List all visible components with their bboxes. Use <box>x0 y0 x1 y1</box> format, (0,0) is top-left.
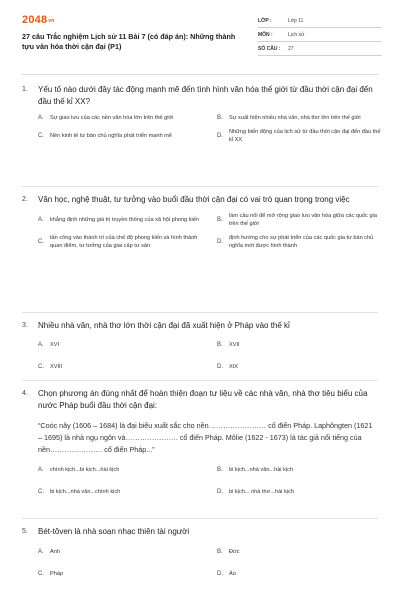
meta-label: MÔN : <box>258 31 273 38</box>
option-b[interactable] <box>217 466 392 474</box>
options-list <box>38 466 378 496</box>
question-divider <box>22 186 378 187</box>
option-text: định hướng cho sự phát triển của các quốc gia tư bản chủ nghĩa mới được hình thành <box>229 235 374 249</box>
quiz-meta <box>258 14 382 56</box>
option-letter: C. <box>38 489 44 495</box>
option-a[interactable] <box>38 114 213 122</box>
option-text: Áo <box>229 571 236 577</box>
option-letter: B. <box>217 217 223 223</box>
option-b[interactable] <box>217 212 392 228</box>
question-number: 5. <box>22 528 28 535</box>
option-text: tấn công vào thành trì của chế độ phong kiến và hình thành quan điểm, tư tưởng của giai cấp tư sản <box>50 235 198 249</box>
site-logo[interactable] <box>22 14 55 26</box>
question-3 <box>22 320 378 371</box>
option-b[interactable] <box>217 114 392 122</box>
option-text: Đức <box>229 549 240 555</box>
option-letter: C. <box>38 239 44 245</box>
header-divider <box>22 74 378 75</box>
option-letter: B. <box>217 549 223 555</box>
question-stem <box>22 320 378 332</box>
meta-value: 27 <box>288 45 294 52</box>
option-a[interactable] <box>38 548 213 556</box>
logo-suffix: vn <box>48 18 55 24</box>
question-divider <box>22 312 378 313</box>
option-text: làm cầu nối để mở rộng giao lưu văn hóa giữa các quốc gia trên thế giới <box>229 213 377 227</box>
option-letter: C. <box>38 364 44 370</box>
question-text: Bét-tôven là nhà soạn nhạc thiên tài người <box>38 527 190 536</box>
question-divider <box>22 518 378 519</box>
option-letter: A. <box>38 467 44 473</box>
options-list <box>38 341 378 371</box>
option-text: Sự giao lưu của các nền văn hóa lớn trên thế giới <box>50 115 174 121</box>
option-text: Pháp <box>50 571 64 577</box>
option-text: bi kịch... nhà thơ...hài kịch <box>229 489 294 495</box>
option-d[interactable] <box>217 488 392 496</box>
meta-label: LỚP : <box>258 17 272 24</box>
option-b[interactable] <box>217 548 392 556</box>
option-a[interactable] <box>38 212 213 228</box>
option-c[interactable] <box>38 570 213 578</box>
logo-text: 2048 <box>22 14 48 26</box>
option-text: khẳng định những giá trị truyền thống của xã hội phong kiến <box>50 217 199 223</box>
option-letter: B. <box>217 467 223 473</box>
option-c[interactable] <box>38 363 213 371</box>
question-4 <box>22 388 378 496</box>
meta-row-class <box>258 14 382 28</box>
option-b[interactable] <box>217 341 392 349</box>
question-number: 3. <box>22 322 28 329</box>
option-d[interactable] <box>217 570 392 578</box>
question-1 <box>22 84 381 144</box>
option-text: Những biến động của lịch sử từ đầu thời cận đại đến đầu thế kỉ XX <box>229 129 381 143</box>
option-letter: D. <box>217 364 223 370</box>
option-letter: B. <box>217 342 223 348</box>
option-letter: D. <box>217 571 223 577</box>
option-a[interactable] <box>38 341 213 349</box>
page-title: 27 câu Trắc nghiệm Lịch sử 11 Bài 7 (có đáp án): Những thành tựu văn hóa thời cận đại (P1) <box>22 32 236 51</box>
option-letter: D. <box>217 489 223 495</box>
option-letter: B. <box>217 115 223 121</box>
option-text: XVIII <box>50 364 63 370</box>
options-list <box>38 548 378 578</box>
option-text: chính kịch...bi kịch...hài kịch <box>50 467 120 473</box>
question-2 <box>22 194 378 250</box>
meta-value: Lớp 11 <box>288 17 304 24</box>
meta-row-count <box>258 42 382 56</box>
option-text: XVI <box>50 342 60 348</box>
option-text: Nền kinh tế tư bản chủ nghĩa phát triển mạnh mẽ <box>50 133 172 139</box>
meta-value: Lịch sử <box>288 31 305 38</box>
option-letter: D. <box>217 133 223 139</box>
option-letter: A. <box>38 549 44 555</box>
question-text: Yếu tố nào dưới đây tác động mạnh mẽ đến tình hình văn hóa thế giới từ đầu thời cận đại đến đầu thế kỉ XX? <box>38 85 373 106</box>
meta-label: SỐ CÂU : <box>258 45 281 52</box>
question-stem <box>22 84 378 108</box>
question-stem <box>22 194 378 206</box>
meta-row-subject <box>258 28 382 42</box>
option-d[interactable] <box>217 363 392 371</box>
option-d[interactable] <box>217 128 392 144</box>
option-text: Sự xuất hiện nhiều nhà văn, nhà thơ lớn trên thế giới <box>229 115 361 121</box>
option-a[interactable] <box>38 466 213 474</box>
question-number: 1. <box>22 86 28 93</box>
question-text: Chọn phương án đúng nhất để hoàn thiện đoạn tư liệu về các nhà văn, nhà thơ tiêu biểu của nước Pháp buổi đầu thời cận đại: <box>38 389 368 410</box>
option-c[interactable] <box>38 234 213 250</box>
option-letter: A. <box>38 115 44 121</box>
page-header <box>22 14 382 64</box>
question-stem <box>22 526 378 538</box>
option-text: XIX <box>229 364 239 370</box>
option-text: bi kịch...nhà văn...hài kịch <box>229 467 294 473</box>
option-letter: C. <box>38 571 44 577</box>
option-c[interactable] <box>38 128 213 144</box>
option-letter: A. <box>38 342 44 348</box>
question-text: Văn học, nghệ thuật, tư tưởng vào buổi đầu thời cận đại có vai trò quan trọng trong việc <box>38 195 350 204</box>
option-d[interactable] <box>217 234 392 250</box>
question-stem <box>22 388 378 412</box>
option-c[interactable] <box>38 488 213 496</box>
question-number: 4. <box>22 390 28 397</box>
question-text: Nhiều nhà văn, nhà thơ lớn thời cận đại đã xuất hiện ở Pháp vào thế kỉ <box>38 321 290 330</box>
option-text: bi kịch...nhà văn...chính kịch <box>50 489 121 495</box>
option-letter: A. <box>38 217 44 223</box>
option-letter: D. <box>217 239 223 245</box>
option-text: XVII <box>229 342 240 348</box>
question-5 <box>22 526 378 578</box>
question-divider <box>22 380 378 381</box>
option-letter: C. <box>38 133 44 139</box>
source-passage: “Coóc nây (1606 – 1684) là đại biểu xuất sắc cho nền…………………… cổ điển Pháp. Laphôngten (1621 – 1695) là nhà ngụ ngôn và…………………. cổ điển Pháp. Môlie (1622 - 1673) là tác giả nổi tiếng của nền…………………. cổ điển Pháp...” <box>38 421 373 454</box>
option-text: Anh <box>50 549 60 555</box>
options-list <box>38 212 378 250</box>
options-list <box>38 114 381 144</box>
question-number: 2. <box>22 196 28 203</box>
